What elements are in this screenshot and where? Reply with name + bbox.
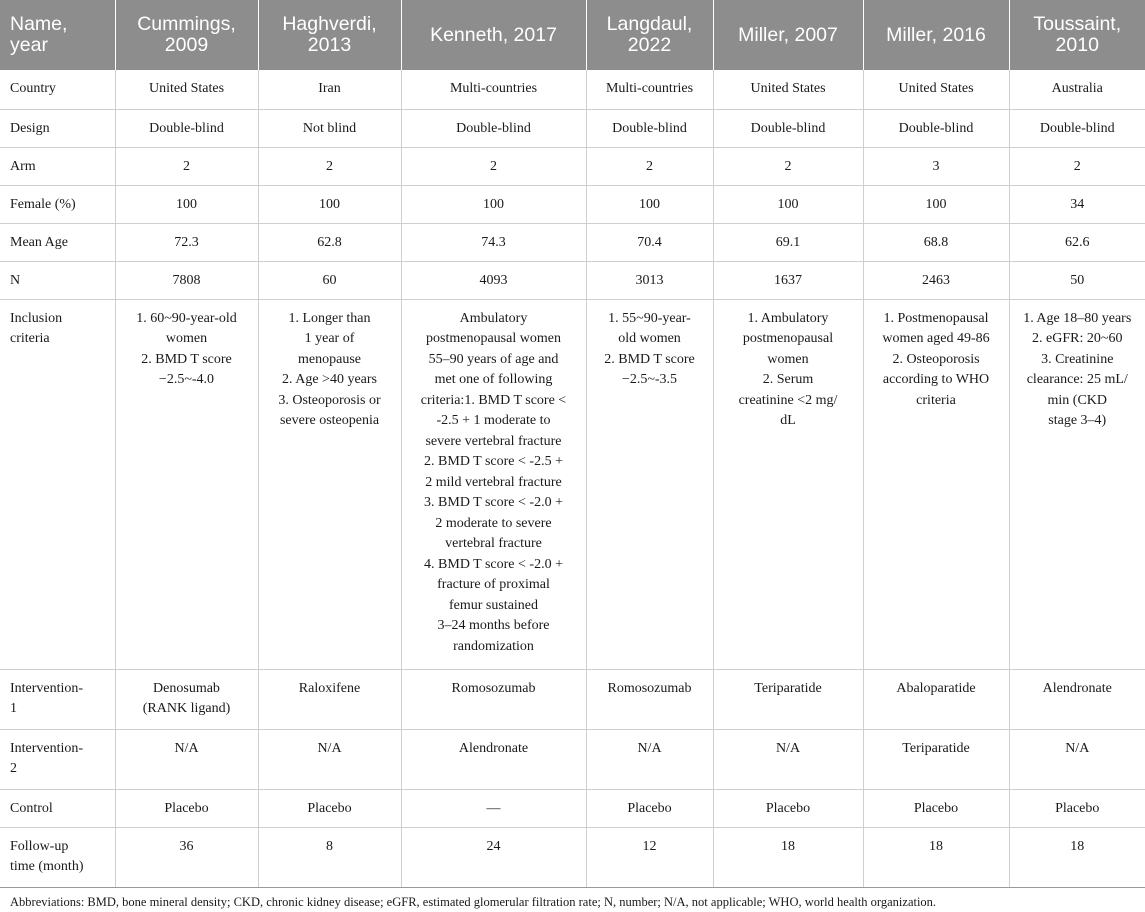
table-row	[0, 70, 1145, 109]
table-cell: United States	[713, 70, 863, 109]
table-cell: Multi-countries	[401, 70, 586, 109]
table-row	[0, 261, 1145, 299]
table-cell: 8	[258, 827, 401, 887]
table-footnote: Abbreviations: BMD, bone mineral density; CKD, chronic kidney disease; eGFR, estimated glomerular filtration rate; N, number; N/A, not applicable; WHO, world health organization.	[10, 895, 937, 909]
table-cell: —	[401, 789, 586, 827]
row-label: Intervention- 2	[0, 729, 115, 789]
table-row	[0, 185, 1145, 223]
row-label: Inclusion criteria	[0, 299, 115, 669]
table-cell: 18	[863, 827, 1009, 887]
table-cell: 72.3	[115, 223, 258, 261]
row-label: N	[0, 261, 115, 299]
table-cell: 1. Ambulatory postmenopausal women 2. Serum creatinine <2 mg/ dL	[713, 299, 863, 669]
table-cell: 100	[115, 185, 258, 223]
table-row	[0, 827, 1145, 887]
table-cell: 4093	[401, 261, 586, 299]
table-cell: Ambulatory postmenopausal women 55–90 years of age and met one of following criteria:1. BMD T score < -2.5 + 1 moderate to severe vertebral fracture 2. BMD T score < -2.5 + 2 mild vertebral fracture 3. BMD T score < -2.0 + 2 moderate to severe vertebral fracture 4. BMD T score < -2.0 + fracture of proximal femur sustained 3–24 months before randomization	[401, 299, 586, 669]
table-cell: 2	[401, 147, 586, 185]
table-cell: Raloxifene	[258, 669, 401, 729]
table-cell: Placebo	[713, 789, 863, 827]
header-row	[0, 0, 1145, 70]
row-label: Mean Age	[0, 223, 115, 261]
table-row	[0, 789, 1145, 827]
table-cell: 68.8	[863, 223, 1009, 261]
table-cell: Alendronate	[401, 729, 586, 789]
row-label: Arm	[0, 147, 115, 185]
table-row	[0, 729, 1145, 789]
row-label: Follow-up time (month)	[0, 827, 115, 887]
table-cell: Double-blind	[713, 109, 863, 147]
table-row	[0, 109, 1145, 147]
table-cell: Placebo	[1009, 789, 1145, 827]
header-cell-study: Toussaint, 2010	[1009, 0, 1145, 70]
header-cell-study: Kenneth, 2017	[401, 0, 586, 70]
table-cell: Multi-countries	[586, 70, 713, 109]
table-cell: Denosumab (RANK ligand)	[115, 669, 258, 729]
table-cell: Double-blind	[1009, 109, 1145, 147]
table-cell: 7808	[115, 261, 258, 299]
table-cell: N/A	[115, 729, 258, 789]
table-cell: N/A	[713, 729, 863, 789]
table-cell: Abaloparatide	[863, 669, 1009, 729]
table-cell: Teriparatide	[713, 669, 863, 729]
table-cell: Placebo	[863, 789, 1009, 827]
table-cell: 2	[258, 147, 401, 185]
table-cell: Double-blind	[115, 109, 258, 147]
row-label: Design	[0, 109, 115, 147]
table-cell: 1. 60~90-year-old women 2. BMD T score −2.5~-4.0	[115, 299, 258, 669]
header-cell-study: Cummings, 2009	[115, 0, 258, 70]
table-cell: 62.6	[1009, 223, 1145, 261]
table-cell: 1. 55~90-year- old women 2. BMD T score −2.5~-3.5	[586, 299, 713, 669]
table-cell: Alendronate	[1009, 669, 1145, 729]
table-cell: 100	[401, 185, 586, 223]
table-cell: Romosozumab	[401, 669, 586, 729]
table-cell: 34	[1009, 185, 1145, 223]
row-label: Female (%)	[0, 185, 115, 223]
table-cell: 100	[863, 185, 1009, 223]
table-cell: Iran	[258, 70, 401, 109]
table-cell: 18	[1009, 827, 1145, 887]
table-cell: 60	[258, 261, 401, 299]
table-cell: United States	[115, 70, 258, 109]
table-cell: 2	[586, 147, 713, 185]
table-cell: N/A	[586, 729, 713, 789]
header-cell-study: Langdaul, 2022	[586, 0, 713, 70]
table-cell: 2463	[863, 261, 1009, 299]
table-cell: 24	[401, 827, 586, 887]
row-label: Intervention- 1	[0, 669, 115, 729]
table-row	[0, 669, 1145, 729]
table-cell: 1. Longer than 1 year of menopause 2. Age >40 years 3. Osteoporosis or severe osteopenia	[258, 299, 401, 669]
table-cell: 100	[713, 185, 863, 223]
table-cell: Double-blind	[401, 109, 586, 147]
header-cell-study: Haghverdi, 2013	[258, 0, 401, 70]
header-cell-name-year: Name, year	[0, 0, 115, 70]
table-cell: Double-blind	[863, 109, 1009, 147]
table-cell: 50	[1009, 261, 1145, 299]
table-cell: United States	[863, 70, 1009, 109]
table-cell: 100	[258, 185, 401, 223]
table-cell: Placebo	[258, 789, 401, 827]
table-cell: N/A	[1009, 729, 1145, 789]
table-cell: 62.8	[258, 223, 401, 261]
table-cell: 3	[863, 147, 1009, 185]
table-row	[0, 147, 1145, 185]
table-cell: Double-blind	[586, 109, 713, 147]
table-cell: Placebo	[586, 789, 713, 827]
table-cell: Placebo	[115, 789, 258, 827]
table-cell: 70.4	[586, 223, 713, 261]
table-cell: 2	[1009, 147, 1145, 185]
table-cell: 3013	[586, 261, 713, 299]
table-cell: 12	[586, 827, 713, 887]
table-cell: 1637	[713, 261, 863, 299]
table-cell: 69.1	[713, 223, 863, 261]
table-cell: Romosozumab	[586, 669, 713, 729]
row-label: Control	[0, 789, 115, 827]
table-cell: 18	[713, 827, 863, 887]
table-cell: N/A	[258, 729, 401, 789]
table-cell: Not blind	[258, 109, 401, 147]
table-cell: 74.3	[401, 223, 586, 261]
table-row	[0, 299, 1145, 669]
table-row	[0, 223, 1145, 261]
header-cell-study: Miller, 2016	[863, 0, 1009, 70]
table-cell: 1. Age 18–80 years 2. eGFR: 20~60 3. Creatinine clearance: 25 mL/ min (CKD stage 3–4)	[1009, 299, 1145, 669]
header-cell-study: Miller, 2007	[713, 0, 863, 70]
table-cell: 2	[115, 147, 258, 185]
table-cell: 1. Postmenopausal women aged 49-86 2. Osteoporosis according to WHO criteria	[863, 299, 1009, 669]
table-cell: Australia	[1009, 70, 1145, 109]
table-cell: Teriparatide	[863, 729, 1009, 789]
table-cell: 100	[586, 185, 713, 223]
row-label: Country	[0, 70, 115, 109]
table-cell: 2	[713, 147, 863, 185]
table-cell: 36	[115, 827, 258, 887]
